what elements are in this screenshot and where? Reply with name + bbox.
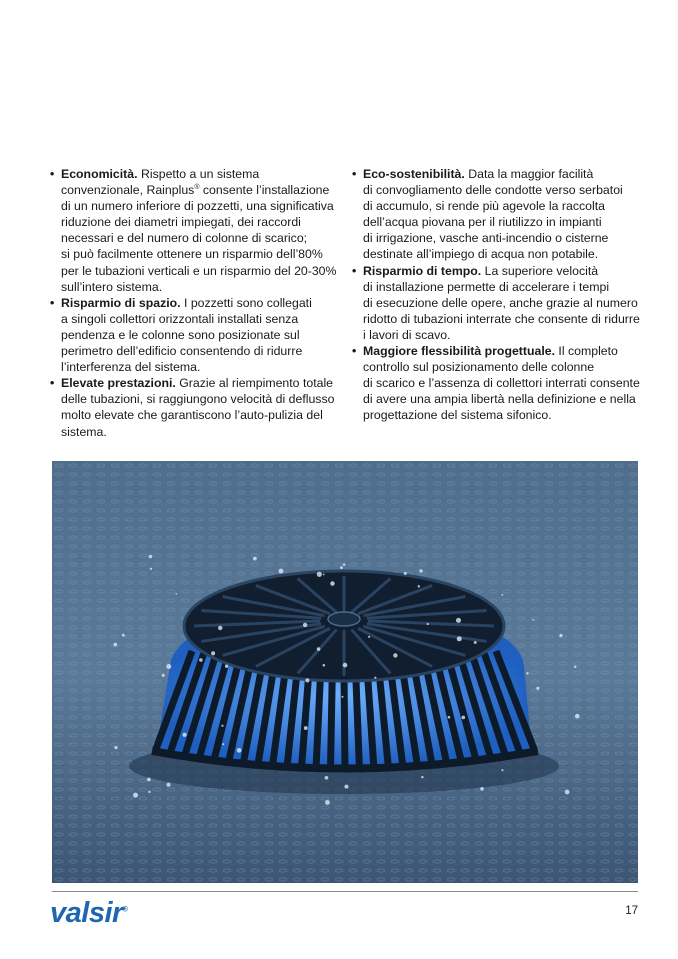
rain-droplet [237,748,242,753]
rain-droplet [218,626,222,630]
item-title: Economicità. [61,167,138,181]
rain-droplet [222,743,224,745]
rain-droplet [575,714,580,719]
rain-droplet [419,569,422,572]
rain-droplet [122,634,125,637]
registered-mark: ® [194,184,200,191]
rain-droplet [211,651,215,655]
item-title: Risparmio di tempo. [363,263,482,278]
rain-droplet [183,733,187,737]
item-title: Elevate prestazioni. [61,376,176,391]
rain-droplet [175,593,177,595]
rain-droplet [532,619,534,621]
rain-droplet [330,581,334,585]
rain-droplet [501,594,503,596]
rain-droplet [114,746,117,749]
rain-droplet [344,785,348,789]
rain-droplet [565,790,570,795]
bullet-icon: • [50,167,55,181]
page-number: 17 [625,905,638,917]
rain-droplet [456,618,461,623]
bullet-item-risparmio-tempo: • Risparmio di tempo. La superiore velocità di installazione permette di accelerare i tempi di esecuzione delle opere, anche grazie al numero ridotto di tubazioni interrate che consente di ridurre i lavori di scavo. [352,263,640,342]
rain-droplet [574,666,576,668]
rain-droplet [501,769,503,771]
rain-droplet [166,664,171,669]
grate-rib [344,673,345,771]
rain-droplet [343,663,348,668]
rain-droplet [253,557,257,561]
rain-droplet [167,783,171,787]
rain-droplet [323,574,325,576]
item-title: Maggiore flessibilità progettuale. [363,344,556,359]
item-title: Eco-sostenibilità. [363,167,465,181]
rain-droplet [323,664,326,667]
dome-center-hub [328,612,360,626]
rain-droplet [150,568,152,570]
bullet-icon: • [50,376,55,391]
bullet-item-risparmio-spazio: • Risparmio di spazio. I pozzetti sono collegati a singoli collettori orizzontali installati senza pendenza e le colonne sono posizionate sul perimetro dell’edificio consentendo di ridurre l’interferenza del sistema. [50,295,312,375]
left-text-column [50,166,350,440]
grate-rib [356,673,360,771]
rain-droplet [133,793,138,798]
rain-droplet [374,677,376,679]
rain-droplet [421,776,423,778]
rain-droplet [393,653,397,657]
rain-droplet [368,636,370,638]
rain-droplet [536,687,539,690]
rain-droplet [162,674,165,677]
rain-droplet [448,716,451,719]
rain-droplet [279,569,284,574]
rain-droplet [325,776,329,780]
rain-droplet [317,572,322,577]
rain-droplet [148,791,150,793]
rain-droplet [343,563,346,566]
rain-droplet [304,726,308,730]
rain-droplet [149,555,153,559]
logo-registered-mark: ® [122,906,128,914]
rain-droplet [474,641,477,644]
bullet-item-flessibilita: • Maggiore flessibilità progettuale. Il completo controllo sul posizionamento delle colonne di scarico e l’assenza di collettori interrati consente di avere una ampia libertà nella definizione e nella progettazione del sistema sifonico. [352,344,640,423]
rain-droplet [199,658,203,662]
bullet-icon: • [352,263,357,278]
roof-drain-photo [52,461,638,883]
bullet-item-elevate-prestazioni: • Elevate prestazioni. Grazie al riempimento totale delle tubazioni, si raggiungono velocità di deflusso molto elevate che garantiscono l’auto-pulizia del sistema. [50,376,335,439]
bullet-item-eco-sostenibilita: • Eco-sostenibilità. Data la maggior facilità di convogliamento delle condotte verso serbatoi di accumulo, si rende più agevole la raccolta dell’acqua piovana per il riutilizzo in impianti di irrigazione, vasche anti-incendio o cisterne destinate all’impiego di acqua non potabile. [352,167,623,262]
bullet-icon: • [352,167,357,181]
rain-droplet [113,643,117,647]
rain-droplet [221,725,223,727]
rain-droplet [559,634,562,637]
rain-droplet [427,623,429,625]
rain-droplet [225,665,228,668]
rain-droplet [526,672,528,674]
rain-droplet [305,678,309,682]
bullet-item-economicita: • Economicità. Rispetto a un sistema convenzionale, Rainplus® consente l’installazione di un numero inferiore di pozzetti, una significativa riduzione dei diametri impiegati, dei raccordi necessari e del numero di colonne di scarico; si può facilmente ottenere un risparmio dell’80% per le tubazioni verticali e un risparmio del 20-30% sull’intero sistema. [50,167,337,294]
rain-droplet [303,623,307,627]
grate-rib [330,673,332,771]
bullet-icon: • [50,295,55,310]
rain-droplet [404,572,407,575]
rain-droplet [461,716,465,720]
rain-droplet [340,566,343,569]
bullet-icon: • [352,344,357,359]
roof-drain-illustration [52,461,638,883]
rain-droplet [341,696,343,698]
grate-rib [316,672,321,770]
rain-droplet [147,778,151,782]
item-title: Risparmio di spazio. [61,295,181,310]
rain-droplet [418,585,420,587]
footer-divider [52,891,638,892]
rain-droplet [480,787,484,791]
rain-droplet [317,647,321,651]
rain-droplet [325,800,330,805]
rain-droplet [457,636,462,641]
right-text-column [352,166,644,424]
valsir-logo: valsir® [50,897,128,929]
